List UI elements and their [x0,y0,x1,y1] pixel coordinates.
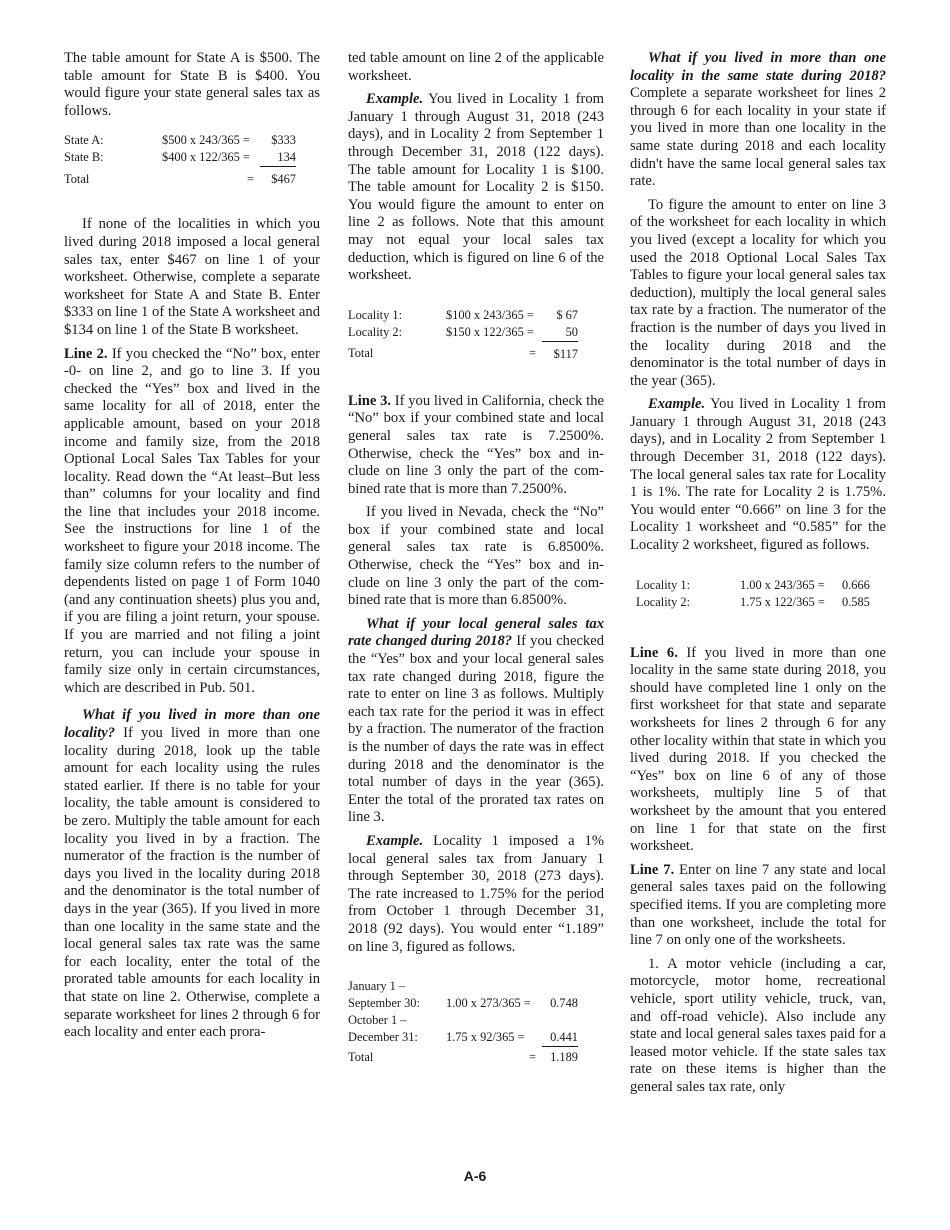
paragraph: Line 3. If you lived in California, check the “No” box if your combined state and local general sales tax rate is 7.2500%. Otherwise, check the “Yes” box and include on line 3 only the part of the combined rate that is more than 7.2500%. [348,392,604,497]
table-row: Total = 1.189 [348,1049,578,1065]
paragraph: What if you lived in more than one locality? If you lived in more than one locality during 2018, look up the table amount for each locality using the rules stated earlier. If there is no table for your locality, the table amount is considered to be zero. Multiply the table amount for each locality you lived in by a fraction. The numerator of the fraction is the number of days you lived in the locality during 2018 and the denominator is the total number of days in the year (365). If you lived in more than one locality in the same state and the local general sales tax rate was the same for each locality, enter the total of the prorated table amounts for each locality in that state on line 2. Otherwise, complete a separate worksheet for lines 2 through 6 for each locality and enter each prora- [64,707,320,1041]
paragraph: If none of the localities in which you lived during 2018 imposed a local general sales tax, enter $467 on line 1 of your worksheet. Otherwise, complete a separate worksheet for State A and State B. Enter $333 on line 1 of the State A worksheet and $134 on line 1 of the State B worksheet. [64,216,320,338]
paragraph: Line 6. If you lived in more than one locality in the same state during 2018, you should have completed line 1 only on the first worksheet for that state and separate worksheets for lines 2 through 6 for any other locality within that state in which you lived during 2018. If you checked the “Yes” box on line 6 of any of those worksheets, multiply line 5 of that worksheet by the amount that you entered on line 1 for that state on the first worksheet. [630,644,886,855]
table-row: October 1 – [348,1013,407,1028]
column-2 [348,50,604,1086]
paragraph: ted table amount on line 2 of the applicable worksheet. [348,50,604,84]
page-number: A-6 [463,1168,487,1184]
table-row: Total = $467 [64,171,296,187]
table-row: State B: $400 x 122/365 = 134 [64,149,296,167]
paragraph: Line 7. Enter on line 7 any state and local general sales taxes paid on the following specified items. If you are completing more than one worksheet, include the total for line 7 on only one of the worksheets. [630,861,887,949]
table-row: December 31: 1.75 x 92/365 = 0.441 [348,1029,578,1047]
paragraph: Example. You lived in Locality 1 from January 1 through August 31, 2018 (243 days), and in Locality 2 from September 1 through December 31, 2018 (122 days). The local general sales tax rate for Locality 1 is 1%. The rate for Locality 2 is 1.75%. You would enter “0.666” on line 3 for the Locality 1 worksheet and “0.585” for the Locality 2 worksheet, figured as follows. [630,396,886,554]
paragraph: 1. A motor vehicle (including a car, motorcycle, motor home, recreational vehicle, sport utility vehicle, truck, van, and off-road vehicle). Also include any state and local general sales taxes paid for a leased motor vehicle. If the state sales tax rate on these items is higher than the general sales tax rate, only [630,955,886,1095]
example-table-locality-rate [630,577,886,611]
paragraph: If you lived in Nevada, check the “No” box if your combined state and local general sales tax rate is 6.8500%. Otherwise, check the “Yes” box and include on line 3 only the part of the combined rate that is more than 6.8500%. [348,504,604,609]
table-row: Locality 1: 1.00 x 243/365 = 0.666 [636,577,870,592]
paragraph: Example. Locality 1 imposed a 1% local general sales tax from January 1 through September 30, 2018 (273 days). The rate increased to 1.75% for the period from October 1 through December 31, 2018 (92 days). You would enter “1.189” on line 3, figured as follows. [348,832,604,955]
example-table-rate [348,978,604,1066]
example-table-locality [348,307,604,363]
paragraph: The table amount for State A is $500. The table amount for State B is $400. You would figure your state general sales tax as follows. [64,50,320,119]
table-row: Locality 2: $150 x 122/365 = 50 [348,324,578,342]
table-row: State A: $500 x 243/365 = $333 [64,133,296,148]
table-row: Total = $117 [348,346,578,361]
paragraph: Example. You lived in Locality 1 from January 1 through August 31, 2018 (243 days), and in Locality 2 from September 1 through December 31, 2018 (122 days). The table amount for Locality 1 is $100. The table amount for Locality 2 is $150. You would figure the amount to enter on line 2 as follows. Note that this amount may not equal your local sales tax deduction, which is figured on line 6 of the worksheet. [348,91,604,284]
paragraph: What if you lived in more than one locality in the same state during 2018? Complete a separate worksheet for lines 2 through 6 for each locality in your state if you lived in more than one locality in the same state during 2018 and each locality didn't have the same local general sales tax rate. [630,50,886,190]
table-row: Locality 2: 1.75 x 122/365 = 0.585 [636,594,870,609]
table-row: Locality 1: $100 x 243/365 = $ 67 [348,307,578,322]
table-row: September 30: 1.00 x 273/365 = 0.748 [348,996,578,1011]
paragraph: Line 2. If you checked the “No” box, enter -0- on line 2, and go to line 3. If you checked the “Yes” box and lived in the same locality for all of 2018, enter the applicable amount, based on your 2018 income and family size, from the 2018 Optional Local Sales Tax Tables for your locality. Read down the “At least–But less than” columns for your locality and find the line that includes your 2018 income. See the instructions for line 1 of the worksheet to figure your 2018 income. The family size column refers to the number of dependents listed on page 1 of Form 1040 (and any continuation sheets) plus you and, if you are filing a joint return, your spouse. If you are married and not filing a joint return, you can include your spouse in family size only in certain circumstances, which are described in Pub. 501. [64,345,320,696]
column-1 [64,50,320,1048]
paragraph: What if your local general sales tax rate changed during 2018? If you checked the “Yes” box and your local general sales tax rate changed during 2018, figure the rate to enter on line 3 as follows. Multiply each tax rate for the period it was in effect by a fraction. The numerator of the fraction is the number of days the rate was in effect during 2018 and the denominator is the total number of days in the year (365). Enter the total of the prorated tax rates on line 3. [348,615,604,826]
column-3 [630,50,886,1102]
paragraph: To figure the amount to enter on line 3 of the worksheet for each locality in which you lived (except a locality for which you used the 2018 Optional Local Sales Tax Tables to figure your local general sales tax deduction), multiply the local general sales tax rate by a fraction. The numerator of the fraction is the number of days you lived in the locality during 2018 and the denominator is the total number of days in the year (365). [630,196,886,389]
example-table-state [64,132,320,188]
table-row: January 1 – [348,979,406,994]
